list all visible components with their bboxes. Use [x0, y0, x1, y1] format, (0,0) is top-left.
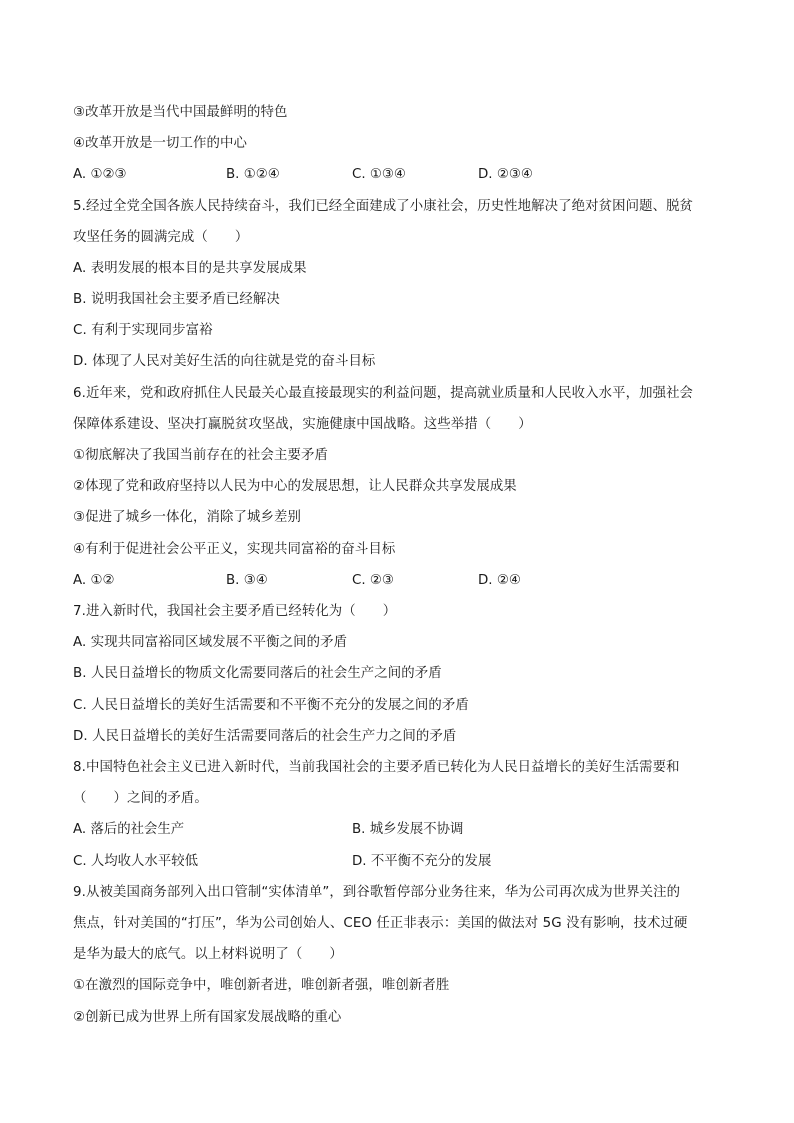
- q6-item-4: ④有利于促进社会公平正义，实现共同富裕的奋斗目标: [73, 542, 396, 557]
- q5-option-b: B. 说明我国社会主要矛盾已经解决: [73, 292, 280, 307]
- q4-option-d: D. ②③④: [478, 167, 533, 182]
- q8-option-a: A. 落后的社会生产: [73, 822, 185, 837]
- q7-option-a: A. 实现共同富裕同区域发展不平衡之间的矛盾: [73, 635, 348, 650]
- q6-stem-line1: 6.近年来，党和政府抓住人民最关心最直接最现实的利益问题，提高就业质量和人民收入水平，加强社会: [73, 386, 694, 401]
- q6-item-2: ②体现了党和政府坚持以人民为中心的发展思想，让人民群众共享发展成果: [73, 479, 517, 494]
- q8-option-d: D. 不平衡不充分的发展: [352, 854, 492, 869]
- q6-stem-line2: 保障体系建设、坚决打赢脱贫攻坚战，实施健康中国战略。这些举措（ ）: [73, 417, 532, 432]
- q7-stem: 7.进入新时代，我国社会主要矛盾已经转化为（ ）: [73, 604, 397, 619]
- q4-option-c: C. ①③④: [352, 167, 406, 182]
- q5-stem-line2: 攻坚任务的圆满完成（ ）: [73, 230, 249, 245]
- q6-option-d: D. ②④: [478, 573, 521, 588]
- q5-option-a: A. 表明发展的根本目的是共享发展成果: [73, 261, 307, 276]
- q9-item-2: ②创新已成为世界上所有国家发展战略的重心: [73, 1010, 342, 1025]
- q4-item-3: ③改革开放是当代中国最鲜明的特色: [73, 105, 288, 120]
- q6-item-1: ①彻底解决了我国当前存在的社会主要矛盾: [73, 448, 328, 463]
- q6-item-3: ③促进了城乡一体化，消除了城乡差别: [73, 510, 301, 525]
- q9-stem-line2: 焦点，针对美国的“打压”，华为公司创始人、CEO 任正非表示：美国的做法对 5G 没有影响，技术过硬: [73, 916, 688, 931]
- q6-option-b: B. ③④: [226, 573, 268, 588]
- q4-option-a: A. ①②③: [73, 167, 127, 182]
- q8-option-b: B. 城乡发展不协调: [352, 822, 464, 837]
- q4-option-b: B. ①②④: [226, 167, 280, 182]
- q5-option-d: D. 体现了人民对美好生活的向往就是党的奋斗目标: [73, 354, 376, 369]
- q7-option-b: B. 人民日益增长的物质文化需要同落后的社会生产之间的矛盾: [73, 666, 442, 681]
- q9-stem-line3: 是华为最大的底气。以上材料说明了（ ）: [73, 947, 343, 962]
- q7-option-c: C. 人民日益增长的美好生活需要和不平衡不充分的发展之间的矛盾: [73, 698, 469, 713]
- q5-stem-line1: 5.经过全党全国各族人民持续奋斗，我们已经全面建成了小康社会，历史性地解决了绝对贫困问题、脱贫: [73, 199, 694, 214]
- q9-stem-line1: 9.从被美国商务部列入出口管制“实体清单”，到谷歌暂停部分业务往来，华为公司再次成为世界关注的: [73, 885, 681, 900]
- q7-option-d: D. 人民日益增长的美好生活需要同落后的社会生产力之间的矛盾: [73, 729, 457, 744]
- q6-option-a: A. ①②: [73, 573, 115, 588]
- q6-option-c: C. ②③: [352, 573, 394, 588]
- q5-option-c: C. 有利于实现同步富裕: [73, 323, 213, 338]
- q9-item-1: ①在激烈的国际竞争中，唯创新者进，唯创新者强，唯创新者胜: [73, 978, 450, 993]
- q4-item-4: ④改革开放是一切工作的中心: [73, 136, 247, 151]
- q8-stem-line2: （ ）之间的矛盾。: [73, 791, 208, 806]
- q8-stem-line1: 8.中国特色社会主义已进入新时代，当前我国社会的主要矛盾已转化为人民日益增长的美好生活需要和: [73, 760, 680, 775]
- q8-option-c: C. 人均收人水平较低: [73, 854, 198, 869]
